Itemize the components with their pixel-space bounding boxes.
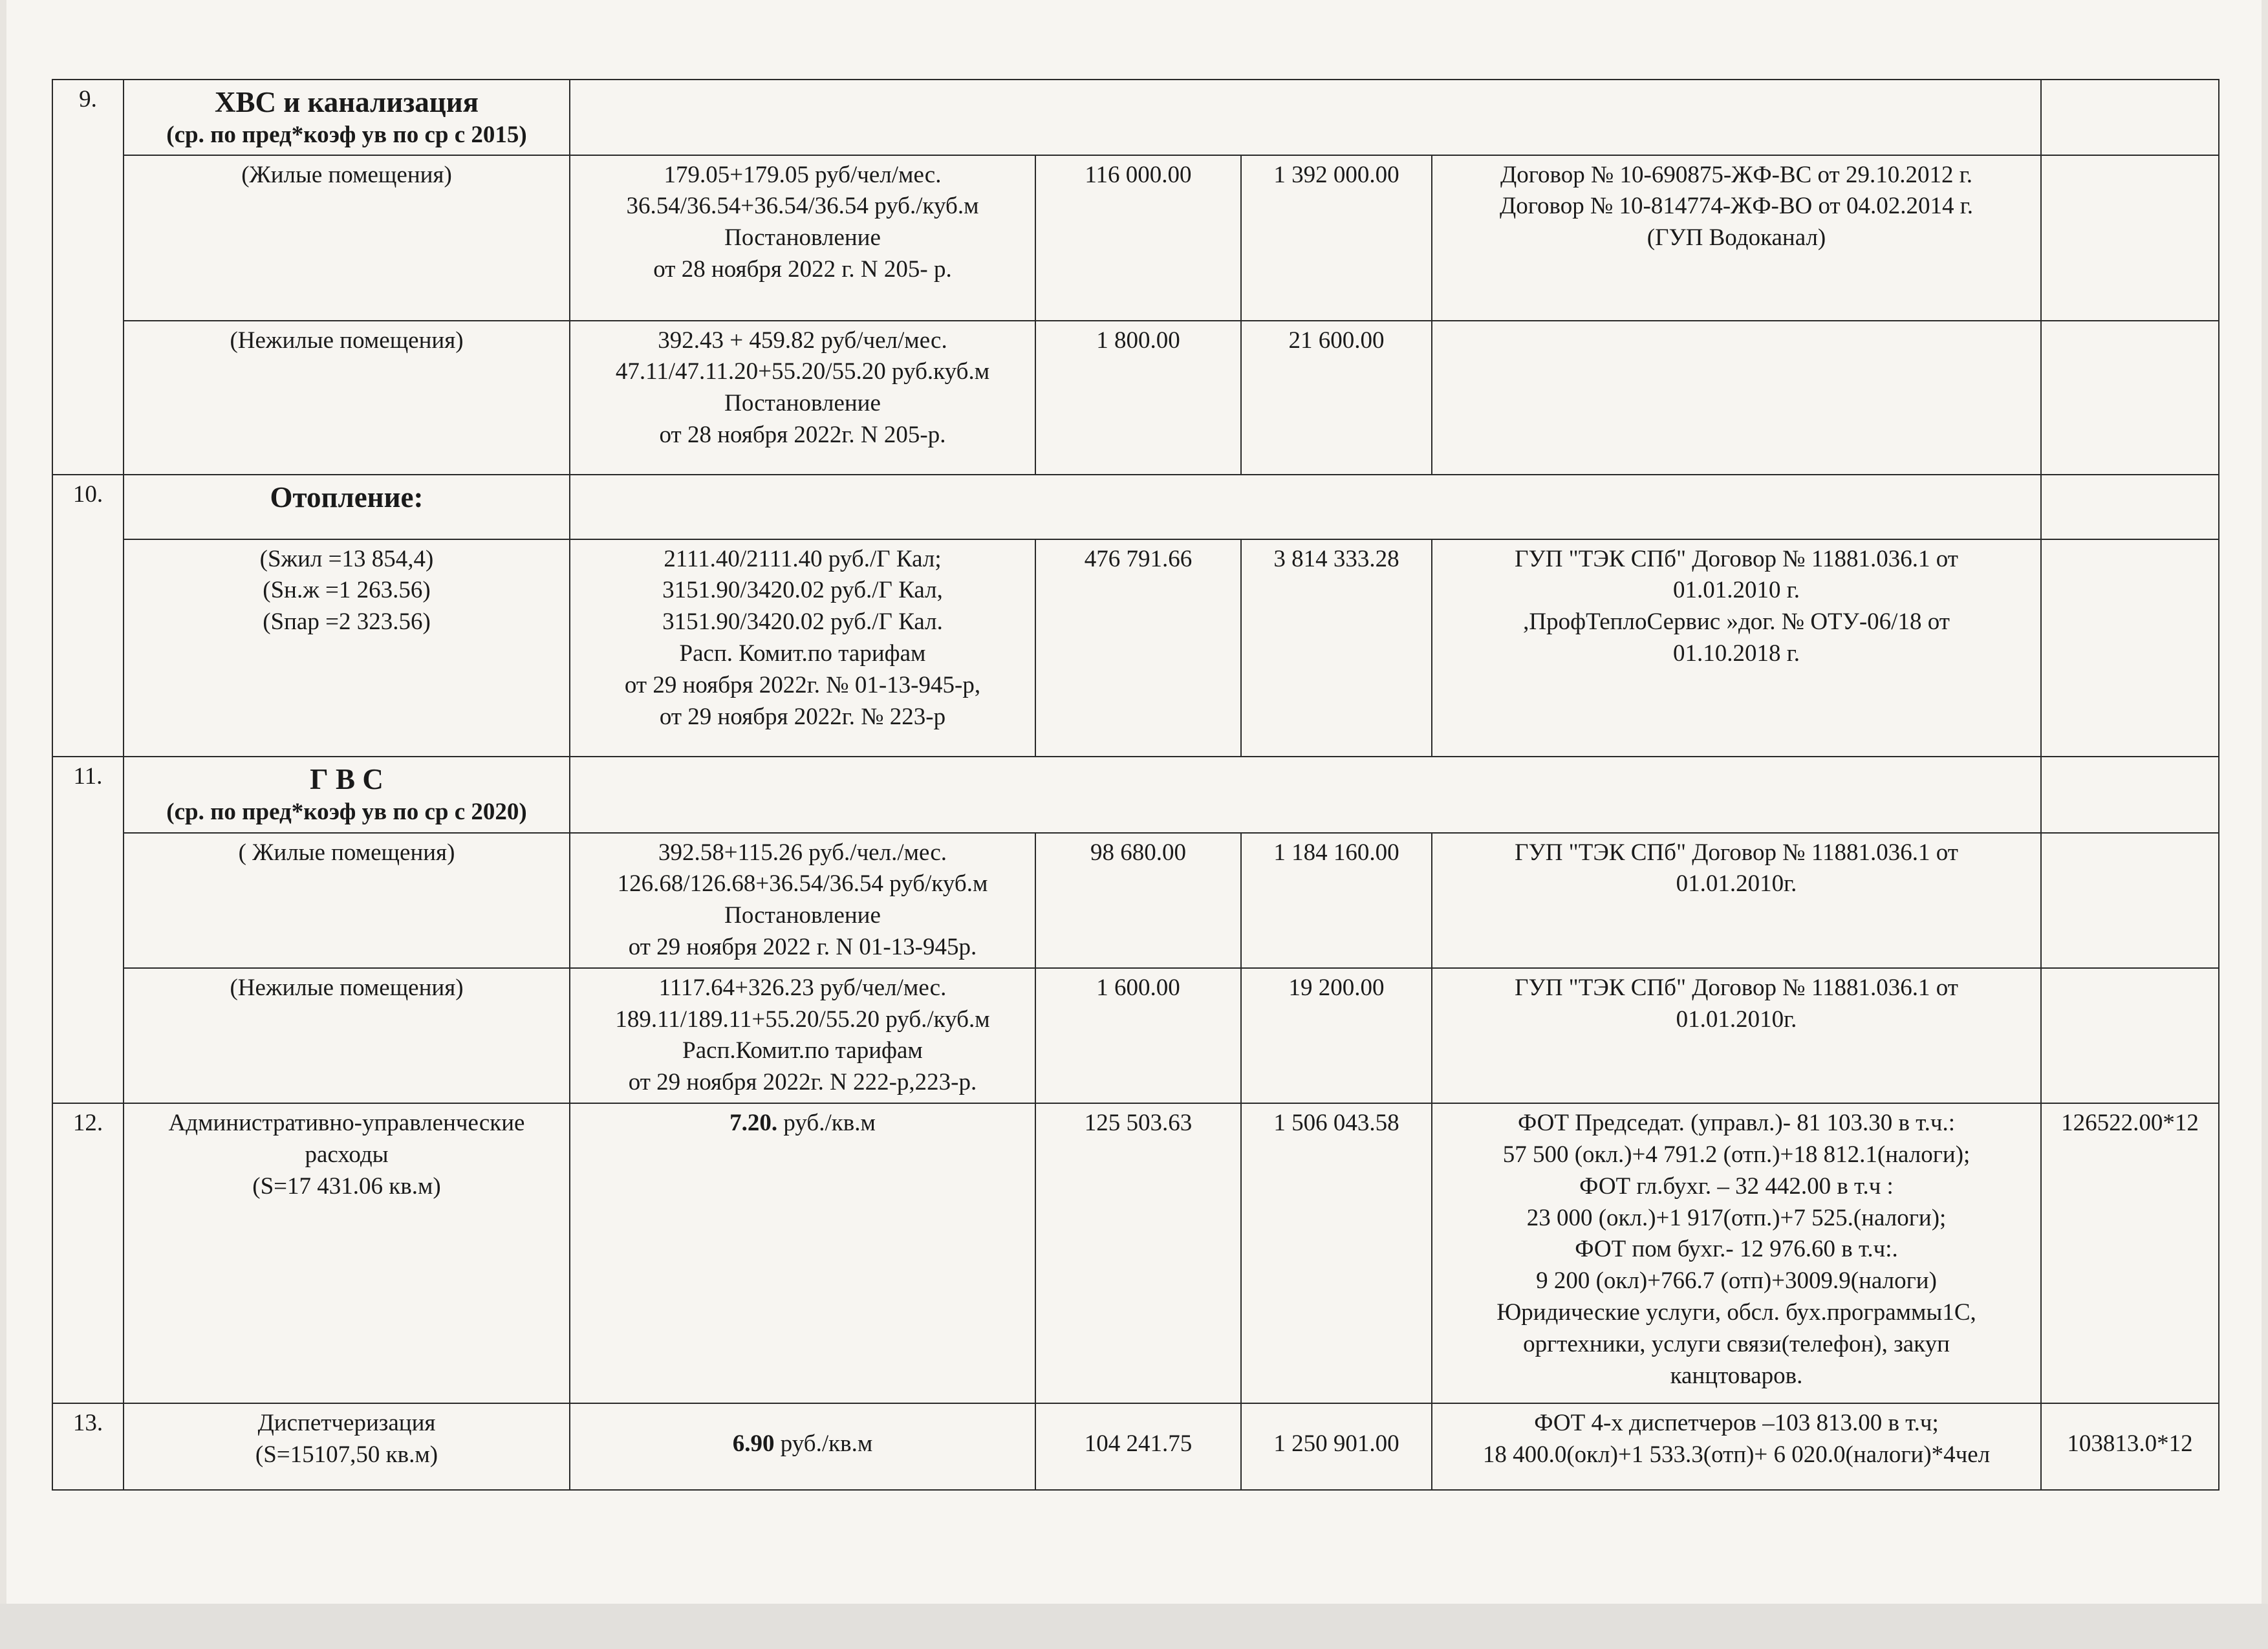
area-line: (Sн.ж =1 263.56) (263, 577, 431, 604)
note-line: 18 400.0(окл)+1 533.3(отп)+ 6 020.0(налоги)*4чел (1482, 1441, 1991, 1468)
area-line: (Sжил =13 854,4) (259, 545, 434, 572)
note-line: 23 000 (окл.)+1 917(отп.)+7 525.(налоги); (1526, 1204, 1947, 1231)
subitem-name: (Нежилые помещения) (124, 321, 570, 475)
tariff-line: 126.68/126.68+36.54/36.54 руб/куб.м (617, 870, 988, 898)
note-line: (ГУП Водоканал) (1647, 224, 1826, 252)
monthly-amount: 476 791.66 (1035, 539, 1241, 757)
scan-right-edge (2262, 0, 2268, 1604)
monthly-amount: 116 000.00 (1035, 155, 1241, 321)
table-row-10 (52, 475, 2219, 539)
tariff-line: Постановление (724, 390, 881, 417)
tariff-line: от 29 ноября 2022г. N 222-р,223-р. (628, 1069, 977, 1096)
note-line: 01.10.2018 г. (1672, 640, 1800, 667)
note-line: 01.01.2010г. (1676, 870, 1797, 898)
note-line: Договор № 10-690875-ЖФ-ВС от 29.10.2012 г. (1500, 161, 1972, 188)
tariff-line: 3151.90/3420.02 руб./Г Кал, (662, 577, 943, 604)
section-subtitle: (ср. по пред*коэф ув по ср с 2015) (166, 122, 527, 149)
empty-cell (2041, 80, 2219, 155)
rate-cell (570, 1403, 1035, 1490)
empty-cell (2041, 833, 2219, 968)
extra-calc: 126522.00*12 (2041, 1103, 2219, 1403)
note-line: 01.01.2010 г. (1672, 577, 1800, 604)
note-line: ГУП "ТЭК СПб" Договор № 11881.036.1 от (1515, 839, 1958, 866)
monthly-amount: 1 800.00 (1035, 321, 1241, 475)
tariff-table (52, 79, 2219, 1491)
note-line: Договор № 10-814774-ЖФ-ВО от 04.02.2014 г. (1500, 193, 1973, 220)
tariff-line: Постановление (724, 902, 881, 929)
note-line: канцтоваров. (1670, 1362, 1803, 1389)
table-row-9-residential (52, 155, 2219, 321)
section-title-hot-water (124, 757, 570, 833)
expense-note (1432, 1403, 2041, 1490)
tariff-line: 47.11/47.11.20+55.20/55.20 руб.куб.м (615, 358, 990, 385)
tariff-line: 189.11/189.11+55.20/55.20 руб./куб.м (615, 1006, 990, 1033)
yearly-amount: 19 200.00 (1241, 968, 1432, 1103)
item-name (124, 1103, 570, 1403)
section-title: Г В С (310, 762, 383, 795)
note-line: ФОТ 4-х диспетчеров –103 813.00 в т.ч; (1534, 1410, 1939, 1437)
rate-unit: руб./кв.м (777, 1110, 876, 1137)
row-number: 9. (52, 80, 124, 475)
name-line: Диспетчеризация (257, 1410, 436, 1437)
note-line: ,ПрофТеплоСервис »дог. № ОТУ-06/18 от (1523, 609, 1950, 636)
subitem-name: (Жилые помещения) (124, 155, 570, 321)
table-row-9 (52, 80, 2219, 155)
name-line: Административно-управленческие (168, 1110, 525, 1137)
tariff-cell (570, 539, 1035, 757)
table-row-11-nonresidential (52, 968, 2219, 1103)
item-name (124, 1403, 570, 1490)
row-number: 13. (52, 1403, 124, 1490)
expense-note (1432, 1103, 2041, 1403)
yearly-amount: 3 814 333.28 (1241, 539, 1432, 757)
section-subtitle: (ср. по пред*коэф ув по ср с 2020) (166, 798, 527, 825)
contract-note (1432, 539, 2041, 757)
tariff-line: от 29 ноября 2022г. № 223-р (659, 703, 946, 730)
tariff-line: 36.54/36.54+36.54/36.54 руб./куб.м (626, 193, 979, 220)
tariff-line: от 29 ноября 2022 г. N 01-13-945р. (628, 933, 977, 960)
section-title-cold-water (124, 80, 570, 155)
monthly-amount: 1 600.00 (1035, 968, 1241, 1103)
name-line: расходы (305, 1141, 389, 1168)
yearly-amount: 1 392 000.00 (1241, 155, 1432, 321)
empty-cell (2041, 475, 2219, 539)
note-line: оргтехники, услуги связи(телефон), закуп (1523, 1330, 1950, 1357)
note-line: Юридические услуги, обсл. бух.программы1С, (1496, 1299, 1976, 1326)
table-row-9-nonresidential (52, 321, 2219, 475)
tariff-line: Постановление (724, 224, 881, 252)
empty-cell (2041, 155, 2219, 321)
tariff-line: от 28 ноября 2022г. N 205-р. (659, 421, 946, 448)
tariff-line: 2111.40/2111.40 руб./Г Кал; (664, 545, 942, 572)
note-line: ФОТ Председат. (управл.)- 81 103.30 в т.ч.: (1517, 1110, 1956, 1137)
table-row-10-detail (52, 539, 2219, 757)
note-line: 57 500 (окл.)+4 791.2 (отп.)+18 812.1(налоги); (1502, 1141, 1971, 1168)
contract-note (1432, 968, 2041, 1103)
subitem-name: (Нежилые помещения) (124, 968, 570, 1103)
note-line: 9 200 (окл)+766.7 (отп)+3009.9(налоги) (1536, 1267, 1937, 1295)
empty-cell (570, 475, 2041, 539)
table-row-11 (52, 757, 2219, 833)
subitem-name: ( Жилые помещения) (124, 833, 570, 968)
empty-cell (2041, 968, 2219, 1103)
tariff-line: 392.43 + 459.82 руб/чел/мес. (658, 327, 947, 354)
note-line: ФОТ пом бухг.- 12 976.60 в т.ч:. (1575, 1236, 1898, 1263)
section-title-heating: Отопление: (124, 475, 570, 539)
empty-cell (1432, 321, 2041, 475)
tariff-line: 179.05+179.05 руб/чел/мес. (664, 161, 942, 188)
row-number: 12. (52, 1103, 124, 1403)
yearly-amount: 1 250 901.00 (1241, 1403, 1432, 1490)
yearly-amount: 1 506 043.58 (1241, 1103, 1432, 1403)
empty-cell (2041, 757, 2219, 833)
tariff-cell (570, 321, 1035, 475)
empty-cell (2041, 321, 2219, 475)
empty-cell (570, 80, 2041, 155)
monthly-amount: 125 503.63 (1035, 1103, 1241, 1403)
note-line: ГУП "ТЭК СПб" Договор № 11881.036.1 от (1515, 545, 1958, 572)
name-line: (S=17 431.06 кв.м) (252, 1172, 441, 1200)
tariff-line: от 28 ноября 2022 г. N 205- р. (653, 255, 952, 283)
note-line: 01.01.2010г. (1676, 1006, 1797, 1033)
rate-unit: руб./кв.м (774, 1430, 873, 1458)
rate-value: 6.90 (732, 1430, 775, 1458)
contract-note (1432, 155, 2041, 321)
monthly-amount: 104 241.75 (1035, 1403, 1241, 1490)
section-title: ХВС и канализация (215, 86, 479, 118)
tariff-line: от 29 ноября 2022г. № 01-13-945-р, (624, 671, 981, 698)
scan-left-edge (0, 0, 6, 1604)
extra-calc: 103813.0*12 (2041, 1403, 2219, 1490)
note-line: ФОТ гл.бухг. – 32 442.00 в т.ч : (1579, 1172, 1894, 1200)
tariff-line: Расп.Комит.по тарифам (682, 1037, 923, 1064)
row-number: 11. (52, 757, 124, 1104)
yearly-amount: 21 600.00 (1241, 321, 1432, 475)
tariff-cell (570, 968, 1035, 1103)
row-number: 10. (52, 475, 124, 757)
heating-areas (124, 539, 570, 757)
empty-cell (2041, 539, 2219, 757)
empty-cell (570, 757, 2041, 833)
yearly-amount: 1 184 160.00 (1241, 833, 1432, 968)
tariff-cell (570, 155, 1035, 321)
name-line: (S=15107,50 кв.м) (255, 1441, 438, 1468)
tariff-line: 1117.64+326.23 руб/чел/мес. (658, 974, 947, 1001)
table-row-11-residential (52, 833, 2219, 968)
table-row-13 (52, 1403, 2219, 1490)
rate-value: 7.20. (729, 1110, 778, 1137)
monthly-amount: 98 680.00 (1035, 833, 1241, 968)
note-line: ГУП "ТЭК СПб" Договор № 11881.036.1 от (1515, 974, 1958, 1001)
contract-note (1432, 833, 2041, 968)
tariff-line: Расп. Комит.по тарифам (679, 640, 926, 667)
tariff-line: 392.58+115.26 руб./чел./мес. (658, 839, 947, 866)
tariff-line: 3151.90/3420.02 руб./Г Кал. (662, 609, 943, 636)
tariff-cell (570, 833, 1035, 968)
table-row-12 (52, 1103, 2219, 1403)
area-line: (Sпар =2 323.56) (263, 609, 431, 636)
rate-cell (570, 1103, 1035, 1403)
scan-bottom-strip (0, 1604, 2268, 1649)
